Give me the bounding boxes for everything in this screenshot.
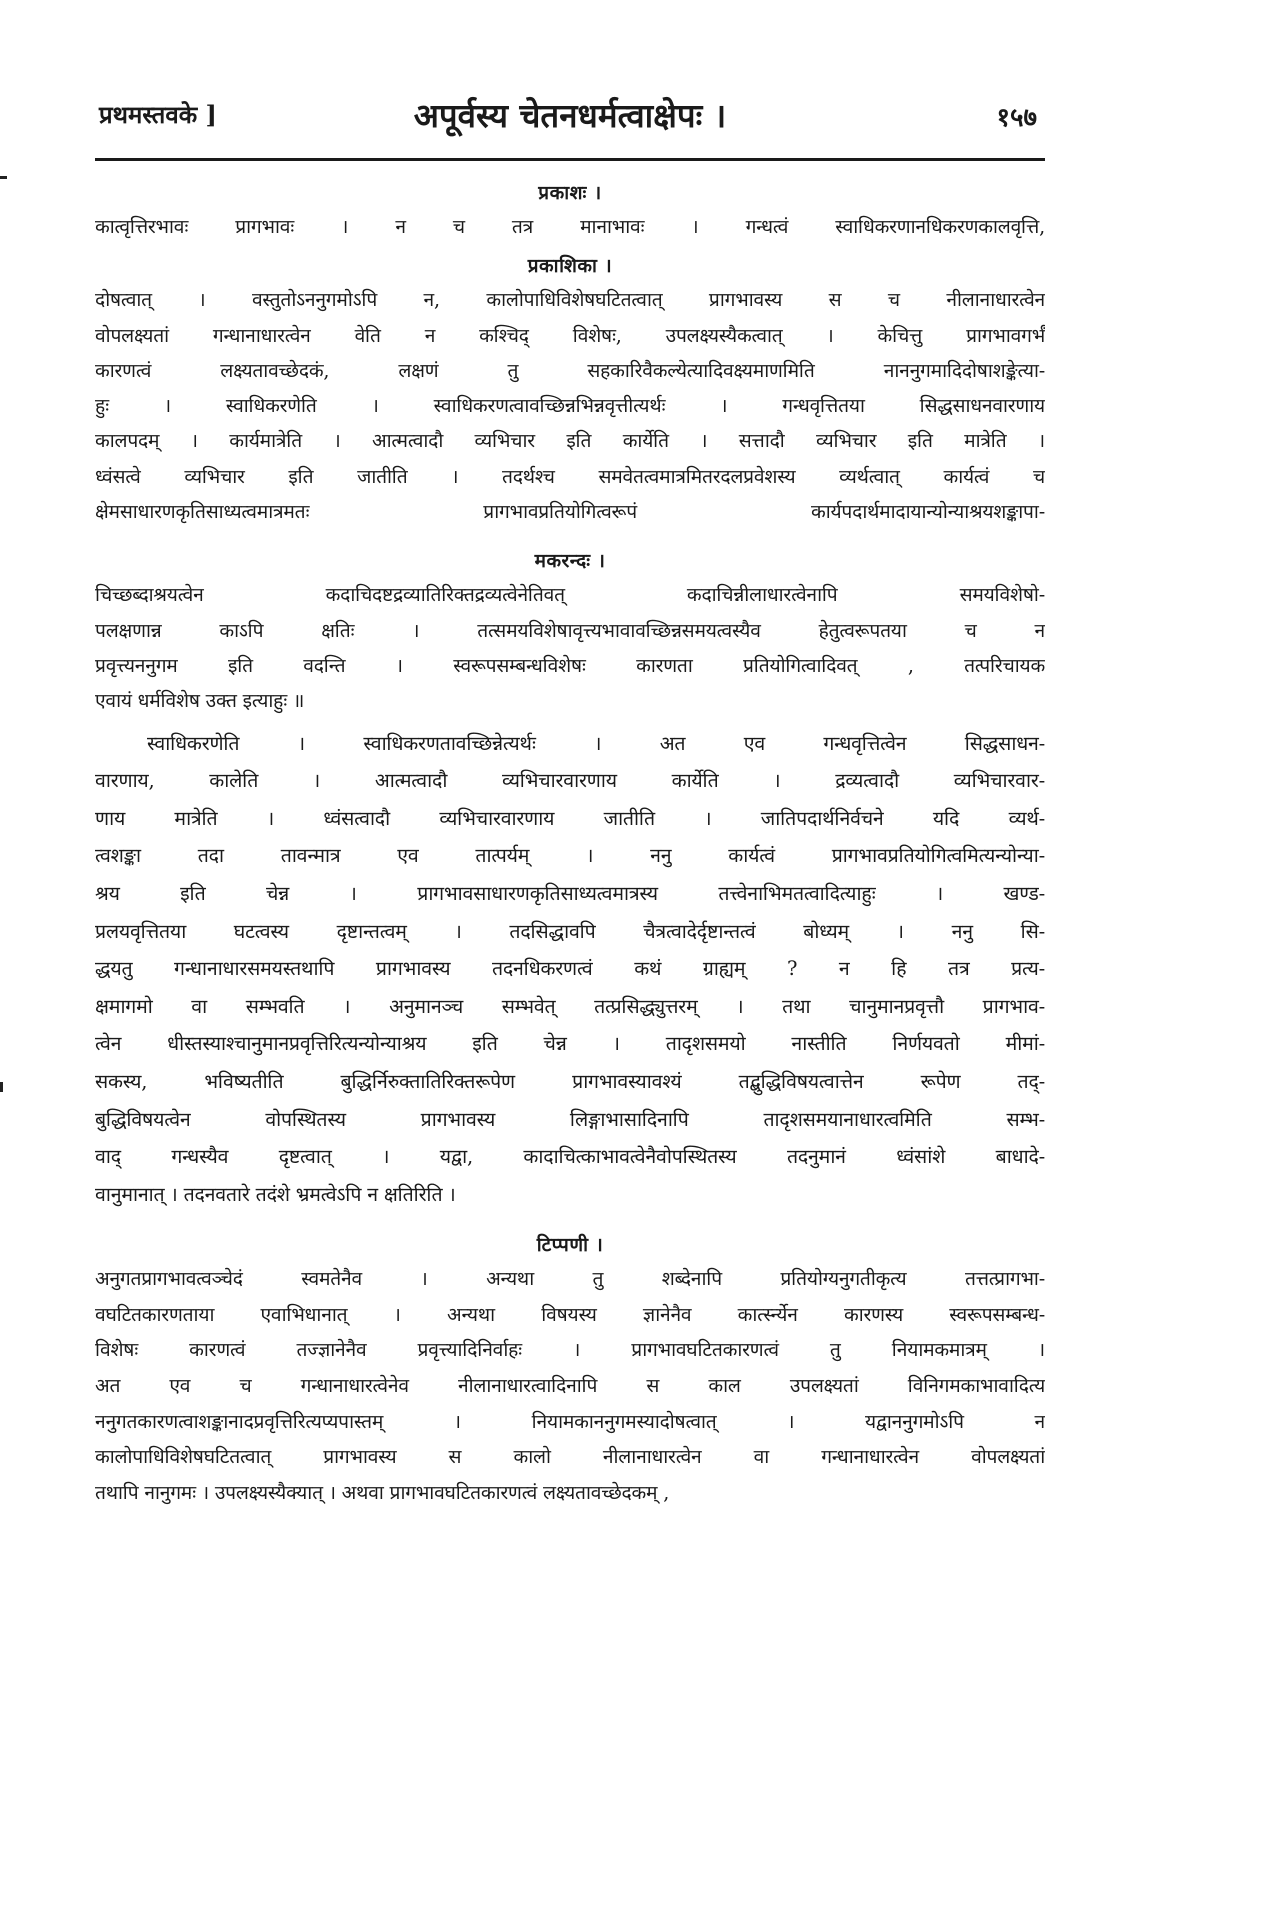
prakashika-line: ध्वंसत्वे व्यभिचार इति जातीति । तदर्थश्च समवेतत्वमात्रमितरदलप्रवेशस्य व्यर्थत्वात् कार्यत्वं च — [95, 464, 1045, 488]
commentary-line: द्धयतु गन्धानाधारसमयस्तथापि प्रागभावस्य तदनधिकरणत्वं कथं ग्राह्यम् ? न हि तत्र प्रत्य- — [95, 957, 1045, 981]
prakashika-line: कारणत्वं लक्ष्यतावच्छेदकं, लक्षणं तु सहकारिवैकल्येत्यादिवक्ष्यमाणमिति नाननुगमादिदोषाशङ्केत्या- — [95, 358, 1045, 382]
commentary-line: वारणाय, कालेति । आत्मत्वादौ व्यभिचारवारणाय कार्येति । द्रव्यत्वादौ व्यभिचारवार- — [95, 769, 1045, 793]
header-rule — [95, 158, 1045, 161]
makaranda-heading: मकरन्दः । — [534, 550, 606, 573]
tippani-line: विशेषः कारणत्वं तज्ज्ञानेनैव प्रवृत्त्यादिनिर्वाहः । प्रागभावघटितकारणत्वं तु नियामकमात्रम् । — [95, 1338, 1045, 1362]
commentary-line: श्रय इति चेन्न । प्रागभावसाधारणकृतिसाध्यत्वमात्रस्य तत्त्वेनाभिमतत्वादित्याहुः । खण्ड- — [95, 881, 1045, 905]
prakashika-text — [95, 282, 1045, 529]
prakashika-heading: प्रकाशिका । — [527, 255, 613, 278]
running-head — [95, 92, 1045, 148]
commentary-line: त्वेन धीस्तस्याश्चानुमानप्रवृत्तिरित्यन्योन्याश्रय इति चेन्न । तादृशसमयो नास्तीति निर्णयवतो मीमां- — [95, 1032, 1045, 1056]
page-title: अपूर्वस्य चेतनधर्मत्वाक्षेपः । — [413, 96, 727, 135]
prakasha-text — [95, 209, 1045, 244]
page-number: १५७ — [996, 103, 1037, 133]
tippani-line: अनुगतप्रागभावत्वञ्चेदं स्वमतेनैव । अन्यथा तु शब्देनापि प्रतियोग्यनुगतीकृत्य तत्तत्प्रागभा- — [95, 1267, 1045, 1291]
makaranda-line: प्रवृत्त्यननुगम इति वदन्ति । स्वरूपसम्बन्धविशेषः कारणता प्रतियोगित्वादिवत् , तत्परिचायक — [95, 653, 1045, 677]
prakasha-heading: प्रकाशः । — [538, 182, 602, 204]
scan-edge-mark-left — [0, 176, 7, 179]
makaranda-line: पलक्षणान्न काऽपि क्षतिः । तत्समयविशेषावृत्त्यभावावच्छिन्नसमयत्वस्यैव हेतुत्वरूपतया च न — [95, 618, 1045, 642]
prakashika-line: हुः । स्वाधिकरणेति । स्वाधिकरणत्वावच्छिन्नभिन्नवृत्तीत्यर्थः । गन्धवृत्तितया सिद्धसाधनवारणाय — [95, 394, 1045, 418]
commentary-line: प्रलयवृत्तितया घटत्वस्य दृष्टान्तत्वम् । तदसिद्धावपि चैत्रत्वादेर्दृष्टान्तत्वं बोध्यम् । ननु सि- — [95, 919, 1045, 943]
makaranda-commentary — [95, 725, 1045, 1214]
tippani-line: कालोपाधिविशेषघटितत्वात् प्रागभावस्य स कालो नीलानाधारत्वेन वा गन्धानाधारत्वेन वोपलक्ष्यतां — [95, 1445, 1045, 1469]
makaranda-line: चिच्छब्दाश्रयत्वेन कदाचिदष्टद्रव्यातिरिक्तद्रव्यत्वेनेतिवत् कदाचिन्नीलाधारत्वेनापि समयविशेषो- — [95, 583, 1045, 607]
tippani-line: तथापि नानुगमः । उपलक्ष्यस्यैक्यात् । अथवा प्रागभावघटितकारणत्वं लक्ष्यतावच्छेदकम् , — [95, 1480, 670, 1504]
commentary-line: सकस्य, भविष्यतीति बुद्धिर्निरुक्तातिरिक्तरूपेण प्रागभावस्यावश्यं तद्बुद्धिविषयत्वात्तेन रूपेण तद्- — [95, 1069, 1045, 1093]
scan-edge-mark-left-2 — [0, 1082, 3, 1092]
prakashika-line: दोषत्वात् । वस्तुतोऽननुगमोऽपि न, कालोपाधिविशेषघटितत्वात् प्रागभावस्य स च नीलानाधारत्वेन — [95, 288, 1045, 312]
commentary-line: वाद् गन्धस्यैव दृष्टत्वात् । यद्वा, कादाचित्काभावत्वेनैवोपस्थितस्य तदनुमानं ध्वंसांशे बाधादे- — [95, 1145, 1045, 1169]
makaranda-text — [95, 577, 1045, 718]
tippani-heading: टिप्पणी । — [536, 1234, 604, 1257]
commentary-line: वानुमानात् । तदनवतारे तदंशे भ्रमत्वेऽपि न क्षतिरिति । — [95, 1182, 456, 1206]
commentary-line: क्षमागमो वा सम्भवति । अनुमानञ्च सम्भवेत् तत्प्रसिद्ध्युत्तरम् । तथा चानुमानप्रवृत्तौ प्रागभाव- — [95, 994, 1045, 1018]
tippani-line: ननुगतकारणत्वाशङ्कानादप्रवृत्तिरित्यप्यपास्तम् । नियामकाननुगमस्यादोषत्वात् । यद्वाननुगमोऽपि न — [95, 1409, 1045, 1433]
section-label: प्रथमस्तवके ] — [99, 100, 217, 129]
commentary-line: स्वाधिकरणेति । स्वाधिकरणतावच्छिन्नेत्यर्थः । अत एव गन्धवृत्तित्वेन सिद्धसाधन- — [147, 731, 1045, 755]
tippani-line: वघटितकारणताया एवाभिधानात् । अन्यथा विषयस्य ज्ञानेनैव कार्त्स्न्येन कारणस्य स्वरूपसम्बन्ध- — [95, 1302, 1045, 1326]
prakashika-line: क्षेमसाधारणकृतिसाध्यत्वमात्रमतः प्रागभावप्रतियोगित्वरूपं कार्यपदार्थमादायान्योन्याश्रयशङ्कापा- — [95, 500, 1045, 524]
document-page — [95, 92, 1045, 1510]
tippani-line: अत एव च गन्धानाधारत्वेनेव नीलानाधारत्वादिनापि स काल उपलक्ष्यतां विनिगमकाभावादित्य — [95, 1374, 1045, 1398]
commentary-line: णाय मात्रेति । ध्वंसत्वादौ व्यभिचारवारणाय जातीति । जातिपदार्थनिर्वचने यदि व्यर्थ- — [95, 806, 1045, 830]
prakashika-line: वोपलक्ष्यतां गन्धानाधारत्वेन वेति न कश्चिद् विशेषः, उपलक्ष्यस्यैकत्वात् । केचित्तु प्रागभावगर्भं — [95, 323, 1045, 347]
commentary-line: त्वशङ्का तदा तावन्मात्र एव तात्पर्यम् । ननु कार्यत्वं प्रागभावप्रतियोगित्वमित्यन्योन्या- — [95, 844, 1045, 868]
tippani-text — [95, 1261, 1045, 1510]
makaranda-line: एवायं धर्मविशेष उक्त इत्याहुः ॥ — [95, 689, 305, 713]
commentary-line: बुद्धिविषयत्वेन वोपस्थितस्य प्रागभावस्य लिङ्गाभासादिनापि तादृशसमयानाधारत्वमिति सम्भ- — [95, 1107, 1045, 1131]
prakashika-line: कालपदम् । कार्यमात्रेति । आत्मत्वादौ व्यभिचार इति कार्येति । सत्तादौ व्यभिचार इति मात्रेति । — [95, 429, 1045, 453]
prakasha-line: कात्वृत्तिरभावः प्रागभावः । न च तत्र मानाभावः । गन्धत्वं स्वाधिकरणानधिकरणकालवृत्ति, — [95, 215, 1045, 238]
